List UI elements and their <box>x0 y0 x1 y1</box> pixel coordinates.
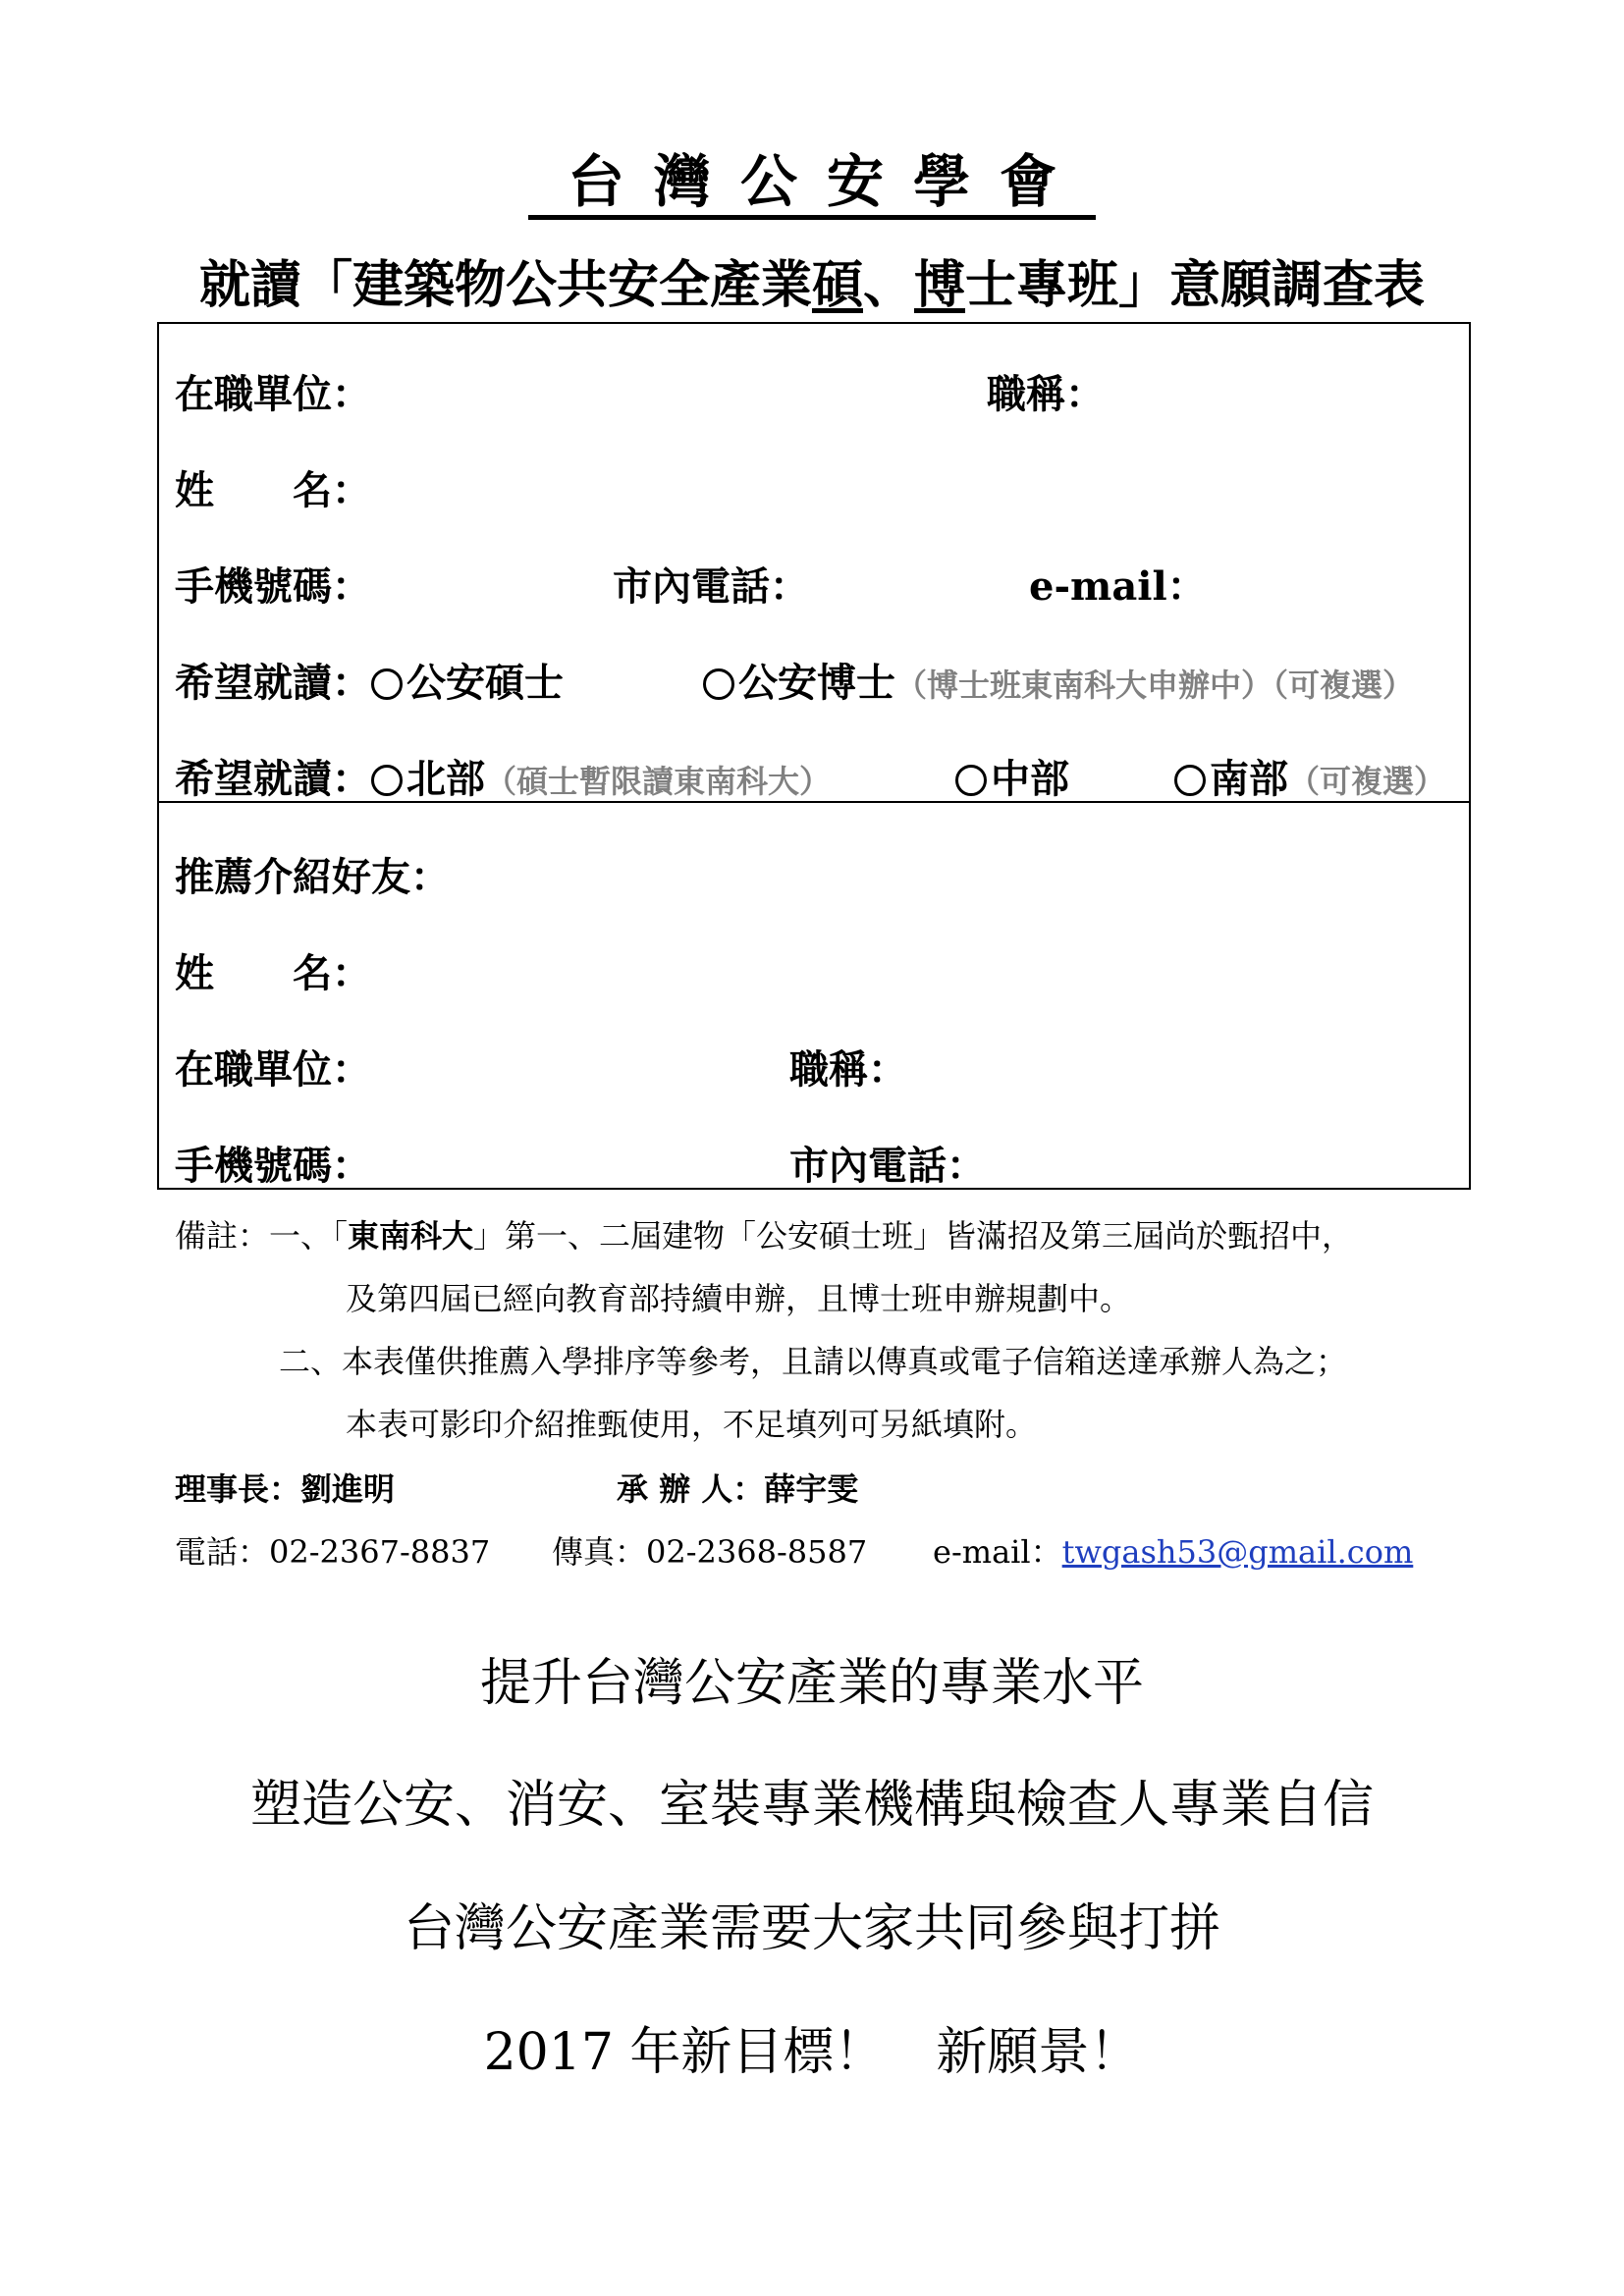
referral-name-label: 姓 名： <box>175 950 371 996</box>
region-note: （可複選） <box>1288 763 1446 800</box>
name-label: 姓 名： <box>175 467 371 513</box>
referral-employer-label: 在職單位： <box>175 1046 371 1093</box>
region-south <box>1174 748 1445 804</box>
option-central-label: 中部 <box>991 756 1069 802</box>
option-doctor-label: 公安博士 <box>738 660 895 706</box>
region-row <box>175 748 831 804</box>
program-row-2 <box>703 652 1414 708</box>
program-row <box>175 652 564 708</box>
slogan-1: 提升台灣公安產業的專業水平 <box>479 1654 1144 1713</box>
mobile-label: 手機號碼： <box>175 563 371 610</box>
radio-north[interactable] <box>371 765 403 796</box>
employer-label: 在職單位： <box>175 371 371 417</box>
slogan-4: 2017 年新目標！ 新願景！ <box>483 2023 1141 2082</box>
region-central <box>955 748 1069 804</box>
remark-line-4: 本表可影印介紹推甄使用，不足填列可另紙填附。 <box>346 1406 1038 1443</box>
handler: 承 辦 人：薛宇雯 <box>617 1470 859 1508</box>
remark-line-2: 及第四屆已經向教育部持續申辦，且博士班申辦規劃中。 <box>346 1280 1132 1317</box>
referral-mobile-label: 手機號碼： <box>175 1143 371 1189</box>
program-label: 希望就讀： <box>175 660 371 706</box>
contact-email: e-mail：twgash53@gmail.com <box>933 1533 1414 1571</box>
chairperson: 理事長：劉進明 <box>175 1470 396 1508</box>
referral-title-label: 職稱： <box>789 1046 907 1093</box>
referral-phone-label: 市內電話： <box>789 1143 986 1189</box>
page-title: 台灣公安學會 <box>0 135 1624 218</box>
radio-master[interactable] <box>371 668 403 700</box>
radio-central[interactable] <box>955 765 987 796</box>
option-south-label: 南部 <box>1210 756 1288 802</box>
option-north-label: 北部 <box>406 756 485 802</box>
remark-line-3: 二、本表僅供推薦入學排序等參考，且請以傳真或電子信箱送達承辦人為之； <box>279 1343 1348 1380</box>
radio-doctor[interactable] <box>703 668 734 700</box>
job-title-label: 職稱： <box>987 371 1105 417</box>
phone-label: 市內電話： <box>613 563 809 610</box>
slogan-3: 台灣公安產業需要大家共同參與打拼 <box>403 1899 1220 1958</box>
north-note: （碩士暫限讀東南科大） <box>485 763 832 800</box>
email-link[interactable]: twgash53@gmail.com <box>1061 1533 1414 1571</box>
radio-south[interactable] <box>1174 765 1206 796</box>
referral-heading: 推薦介紹好友： <box>175 854 450 900</box>
email-label: e-mail： <box>1029 563 1207 610</box>
contact-fax: 傳真：02-2368-8587 <box>552 1533 868 1571</box>
slogan-2: 塑造公安、消安、室裝專業機構與檢查人專業自信 <box>249 1776 1374 1835</box>
region-label: 希望就讀： <box>175 756 371 802</box>
program-note: （博士班東南科大申辦中）（可複選） <box>895 667 1415 704</box>
option-master-label: 公安碩士 <box>406 660 564 706</box>
remark-line-1: 備註：一、「東南科大」第一、二屆建物「公安碩士班」皆滿招及第三屆尚於甄招中， <box>175 1217 1354 1255</box>
contact-tel: 電話：02-2367-8837 <box>175 1533 491 1571</box>
page-subtitle: 就讀「建築物公共安全產業碩、博士專班」意願調查表 <box>198 255 1426 315</box>
